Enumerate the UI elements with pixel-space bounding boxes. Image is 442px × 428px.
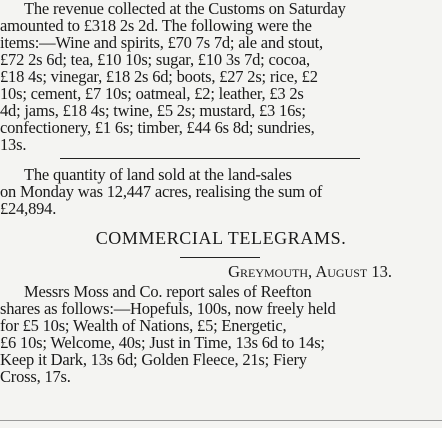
text-line: £24,894.: [0, 200, 57, 218]
text-line: 4d; jams, £18 4s; twine, £5 2s; mustard, £3 16s;: [0, 102, 306, 120]
text-line: 13s.: [0, 136, 27, 154]
bottom-edge-rule: [0, 420, 442, 421]
text-line: Cross, 17s.: [0, 368, 71, 386]
separator-rule: [60, 158, 360, 159]
text-line: items:—Wine and spirits, £70 7s 7d; ale and stout,: [0, 34, 323, 52]
text-line: confectionery, £1 6s; timber, £44 6s 8d; sundries,: [0, 119, 315, 137]
text-line: £18 4s; vinegar, £18 2s 6d; boots, £27 2s; rice, £2: [0, 68, 318, 86]
dateline: Greymouth, August 13.: [228, 262, 392, 281]
separator-rule: [180, 257, 260, 258]
section-heading: COMMERCIAL TELEGRAMS.: [95, 228, 347, 248]
text-line: Keep it Dark, 13s 6d; Golden Fleece, 21s; Fiery: [0, 351, 307, 369]
text-line: amounted to £318 2s 2d. The following were the: [0, 17, 312, 35]
text-line: The revenue collected at the Customs on Saturday: [24, 0, 346, 18]
text-line: 10s; cement, £7 10s; oatmeal, £2; leather, £3 2s: [0, 85, 304, 103]
text-line: on Monday was 12,447 acres, realising the sum of: [0, 183, 323, 201]
text-line: £6 10s; Welcome, 40s; Just in Time, 13s 6d to 14s;: [0, 334, 325, 352]
text-line: £72 2s 6d; tea, £10 10s; sugar, £10 3s 7d; cocoa,: [0, 51, 310, 69]
text-line: shares as follows:—Hopefuls, 100s, now freely held: [0, 300, 336, 318]
text-line: for £5 10s; Wealth of Nations, £5; Energetic,: [0, 317, 287, 335]
text-line: The quantity of land sold at the land-sales: [24, 166, 292, 184]
text-line: Messrs Moss and Co. report sales of Reefton: [24, 283, 312, 301]
